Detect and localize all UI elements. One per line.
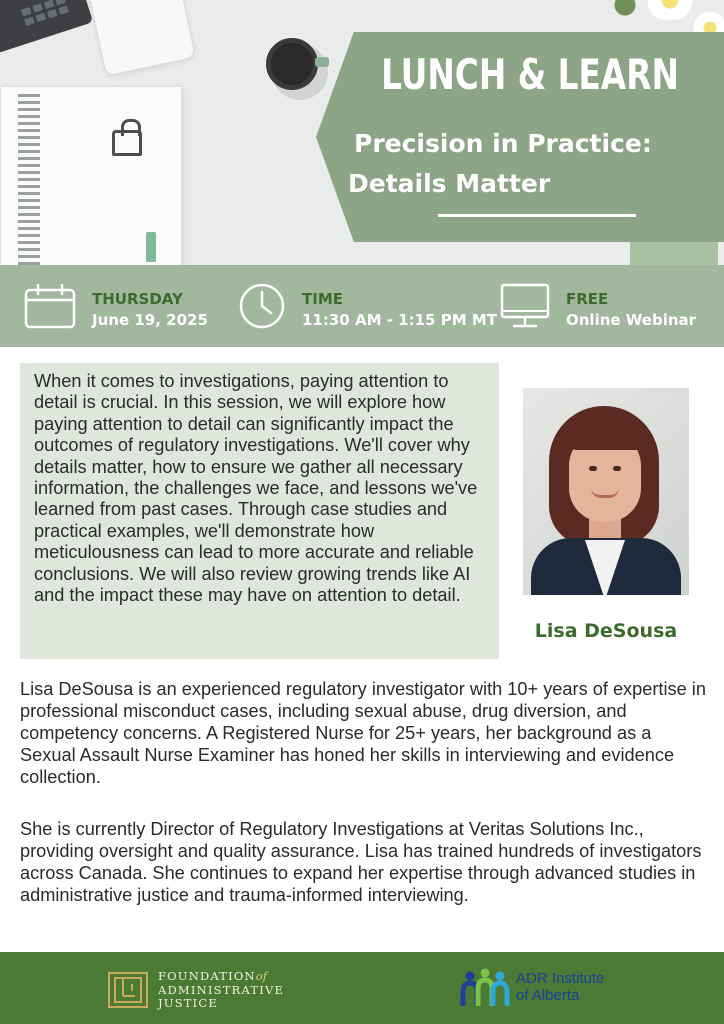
speaker-bio-paragraph-1: Lisa DeSousa is an experienced regulatory investigator with 10+ years of expertise in professional misconduct cases, including sexual abuse, drug diversion, and competency concerns. A Registered Nurse for 25+ years, her background as a Sexual Assault Nurse Examiner has honed her skills in interviewing and evidence collection.	[20, 679, 706, 787]
date-info	[0, 265, 230, 347]
date-value: June 19, 2025	[92, 311, 208, 329]
time-info	[230, 265, 498, 347]
subtitle-line-1: Precision in Practice:	[354, 129, 652, 158]
format-value: Online Webinar	[566, 311, 697, 329]
clock-icon	[238, 282, 286, 330]
tablet-decoration	[86, 0, 196, 77]
title-divider	[438, 214, 636, 217]
event-info-bar	[0, 265, 724, 347]
monitor-icon	[500, 283, 550, 329]
time-label: TIME	[302, 290, 343, 308]
adr-logo-icon	[460, 966, 510, 1008]
faj-logo-text: FOUNDATIONof ADMINISTRATIVE JUSTICE	[158, 969, 285, 1010]
time-value: 11:30 AM - 1:15 PM MT	[302, 311, 498, 329]
session-description: When it comes to investigations, paying attention to detail is crucial. In this session, we will explore how paying attention to detail can significantly impact the outcomes of regulatory investigations. We'll cover why details matter, how to ensure we gather all necessary information, the challenges we face, and lessons we've learned from past cases. Through case studies and practical examples, we'll demonstrate how meticulousness can lead to more accurate and reliable conclusions. We will also review growing trends like AI and the impact these may have on attention to detail.	[34, 371, 478, 606]
event-title: LUNCH & LEARN	[381, 50, 679, 99]
flower-decoration	[640, 0, 700, 20]
footer	[0, 952, 724, 1024]
adr-logo-text: ADR Institute of Alberta	[516, 970, 605, 1004]
event-subtitle	[348, 124, 718, 204]
subtitle-line-2: Details Matter	[348, 169, 551, 198]
speaker-name: Lisa DeSousa	[534, 620, 678, 642]
format-info	[490, 265, 724, 347]
price-label: FREE	[566, 290, 609, 308]
date-label: THURSDAY	[92, 290, 183, 308]
faj-logo-icon	[108, 972, 148, 1008]
speaker-bio-paragraph-2: She is currently Director of Regulatory Investigations at Veritas Solutions Inc., providing oversight and quality assurance. Lisa has trained hundreds of investigators across Canada. She continues to expand her expertise through advanced studies in administrative justice and trauma-informed interviewing.	[20, 819, 702, 905]
notebook-spiral-decoration	[18, 94, 40, 265]
laptop-keyboard-decoration	[0, 0, 93, 55]
coffee-mug-decoration	[266, 38, 318, 90]
hero-section	[0, 0, 724, 265]
speaker-photo	[523, 388, 689, 595]
binder-clip-icon	[112, 130, 142, 156]
calendar-icon	[24, 283, 76, 329]
